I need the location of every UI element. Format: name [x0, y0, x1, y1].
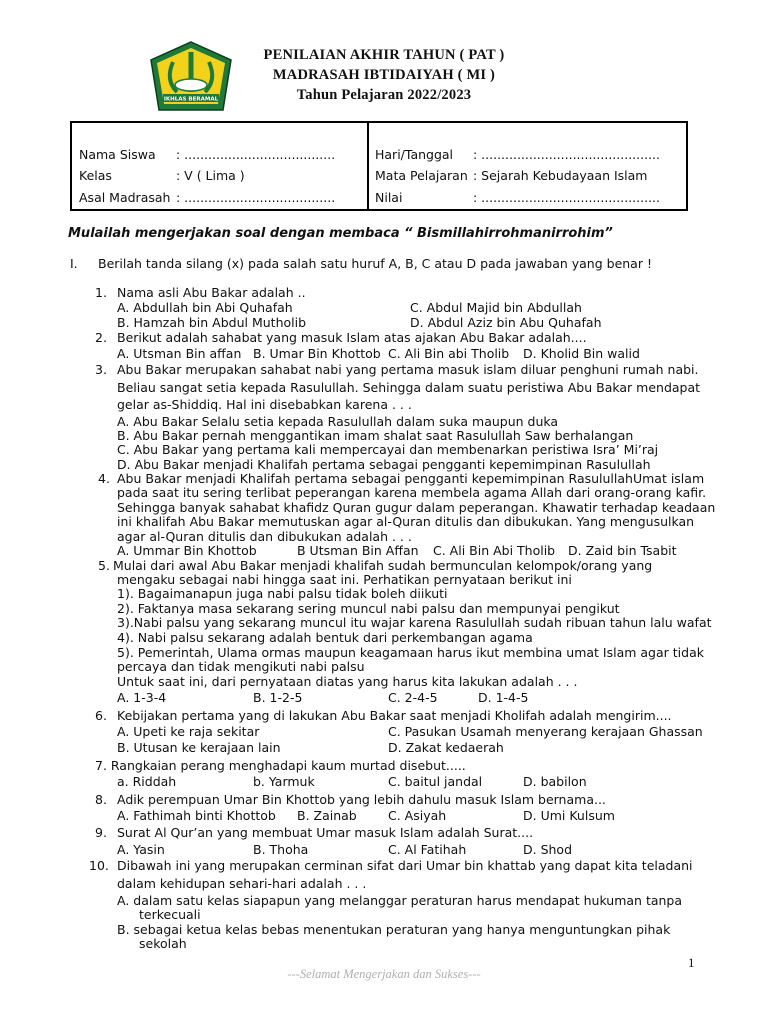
question-1-option-a: A. Abdullah bin Abi Quhafah	[117, 300, 293, 315]
question-4-option-d: D. Zaid bin Tsabit	[568, 543, 677, 558]
logo-motto: IKHLAS BERAMAL	[163, 96, 219, 103]
question-8-option-b: B. Zainab	[297, 808, 357, 823]
question-number: 1.	[95, 285, 107, 300]
header-school-year: Tahun Pelajaran 2022/2023	[296, 87, 472, 103]
question-1-option-b: B. Hamzah bin Abdul Mutholib	[117, 315, 307, 330]
question-1-option-c: C. Abdul Majid bin Abdullah	[410, 300, 582, 315]
question-2-option-a: A. Utsman Bin affan	[117, 346, 242, 361]
info-label: Nama Siswa	[79, 147, 156, 162]
question-number: 9.	[95, 825, 107, 840]
question-5-option-b: B. 1-2-5	[253, 690, 303, 705]
question-4-line-5: agar al-Quran ditulis dan dibukukan adalah . . .	[117, 529, 412, 544]
question-number: 3.	[95, 362, 107, 377]
question-4-line-4: ini khalifah Abu Bakar memutuskan agar al-Quran ditulis dan dibukukan. Yang mengusulkan	[117, 514, 695, 529]
question-5-option-c: C. 2-4-5	[388, 690, 438, 705]
header-school-level: MADRASAH IBTIDAIYAH ( MI )	[272, 67, 496, 83]
question-10-option-b-cont: sekolah	[139, 936, 187, 951]
question-10-option-a: A. dalam satu kelas siapapun yang melanggar peraturan harus mendapat hukuman tanpa	[117, 893, 683, 908]
question-4-option-b: B Utsman Bin Affan	[297, 543, 419, 558]
question-5-statement-5: 5). Pemerintah, Ulama ormas maupun keagamaan harus ikut membina umat Islam agar tidak	[117, 645, 704, 660]
question-7-option-b: b. Yarmuk	[253, 774, 315, 789]
question-5-statement-5-cont: percaya dan tidak mengikuti nabi palsu	[117, 659, 365, 674]
question-4-line-1: Abu Bakar menjadi Khalifah pertama sebagai pengganti kepemimpinan RasulullahUmat islam	[117, 471, 705, 486]
question-2-option-b: B. Umar Bin Khottob	[253, 346, 381, 361]
info-label: Mata Pelajaran	[375, 168, 468, 183]
question-1-stem: Nama asli Abu Bakar adalah ..	[117, 285, 306, 300]
question-3-option-b: B. Abu Bakar pernah menggantikan imam shalat saat Rasulullah Saw berhalangan	[117, 428, 634, 443]
question-4-option-a: A. Ummar Bin Khottob	[117, 543, 257, 558]
question-10-line-2: dalam kehidupan sehari-hari adalah . . .	[117, 876, 367, 891]
question-4-line-2: pada saat itu sering terlibat peperangan karena membela agama Allah dari orang-orang kafir.	[117, 485, 707, 500]
question-9-option-a: A. Yasin	[117, 842, 165, 857]
question-7-option-d: D. babilon	[523, 774, 587, 789]
question-5-statement-2: 2). Faktanya masa sekarang sering muncul nabi palsu dan mempunyai pengikut	[117, 601, 620, 616]
section-number: I.	[70, 256, 78, 271]
question-4-option-c: C. Ali Bin Abi Tholib	[433, 543, 556, 558]
question-5-statement-1: 1). Bagaimanapun juga nabi palsu tidak boleh diikuti	[117, 586, 448, 601]
info-value: : .............................................	[473, 190, 660, 205]
question-5-line-1: Mulai dari awal Abu Bakar menjadi khalifah sudah bermunculan kelompok/orang yang	[113, 558, 653, 573]
question-5-line-2: mengaku sebagai nabi hingga saat ini. Perhatikan pernyataan berikut ini	[117, 572, 572, 587]
question-9-stem: Surat Al Qur’an yang membuat Umar masuk Islam adalah Surat....	[117, 825, 534, 840]
question-6-option-b: B. Utusan ke kerajaan lain	[117, 740, 281, 755]
question-4-line-3: Sehingga banyak sahabat khafidz Quran gugur dalam peperangan. Khawatir terhadap keadaan	[117, 500, 716, 515]
question-number: 10.	[89, 858, 109, 873]
question-2-option-d: D. Kholid Bin walid	[523, 346, 640, 361]
question-number: 6.	[95, 708, 107, 723]
question-8-option-c: C. Asiyah	[388, 808, 447, 823]
question-3-line-3: gelar as-Shiddiq. Hal ini disebabkan karena . . .	[117, 397, 412, 412]
question-8-option-a: A. Fathimah binti Khottob	[117, 808, 276, 823]
question-6-option-a: A. Upeti ke raja sekitar	[117, 724, 260, 739]
question-5-statement-4: 4). Nabi palsu sekarang adalah bentuk dari perkembangan agama	[117, 630, 533, 645]
question-7-option-c: C. baitul jandal	[388, 774, 483, 789]
question-3-option-c: C. Abu Bakar yang pertama kali mempercayai dan membenarkan peristiwa Isra’ Mi’raj	[117, 442, 659, 457]
question-9-option-b: B. Thoha	[253, 842, 309, 857]
footer-text: ---Selamat Mengerjakan dan Sukses---	[287, 967, 481, 981]
question-5-statement-3: 3).Nabi palsu yang sekarang muncul itu wajar karena Rasulullah sudah ribuan tahun lalu wafat	[117, 615, 712, 630]
info-value: : Sejarah Kebudayaan Islam	[473, 168, 648, 183]
info-value: : ......................................	[176, 147, 336, 162]
question-number: 2.	[95, 330, 107, 345]
question-7-stem: 7. Rangkaian perang menghadapi kaum murtad disebut.....	[95, 758, 466, 773]
question-8-stem: Adik perempuan Umar Bin Khottob yang lebih dahulu masuk Islam bernama...	[117, 792, 606, 807]
question-2-stem: Berikut adalah sahabat yang masuk Islam atas ajakan Abu Bakar adalah....	[117, 330, 587, 345]
question-8-option-d: D. Umi Kulsum	[523, 808, 615, 823]
info-value: : .............................................	[473, 147, 660, 162]
question-2-option-c: C. Ali Bin abi Tholib	[388, 346, 510, 361]
question-10-line-1: Dibawah ini yang merupakan cerminan sifat dari Umar bin khattab yang dapat kita teladani	[117, 858, 693, 873]
question-5-ask: Untuk saat ini, dari pernyataan diatas yang harus kita lakukan adalah . . .	[117, 674, 578, 689]
question-6-stem: Kebijakan pertama yang di lakukan Abu Bakar saat menjadi Kholifah adalah mengirim....	[117, 708, 672, 723]
intro-instruction: Mulailah mengerjakan soal dengan membaca “ Bismillahirrohmanirrohim”	[68, 226, 613, 241]
section-text: Berilah tanda silang (x) pada salah satu huruf A, B, C atau D pada jawaban yang benar !	[98, 256, 652, 271]
question-number: 5.	[98, 558, 110, 573]
question-3-option-d: D. Abu Bakar menjadi Khalifah pertama sebagai pengganti kepemimpinan Rasulullah	[117, 457, 651, 472]
question-3-option-a: A. Abu Bakar Selalu setia kepada Rasulullah dalam suka maupun duka	[117, 414, 559, 429]
header-title: PENILAIAN AKHIR TAHUN ( PAT )	[263, 47, 505, 63]
question-9-option-c: C. Al Fatihah	[388, 842, 467, 857]
question-5-option-d: D. 1-4-5	[478, 690, 529, 705]
info-box-divider	[367, 123, 369, 209]
info-label: Nilai	[375, 190, 403, 205]
info-label: Hari/Tanggal	[375, 147, 454, 162]
question-10-option-b: B. sebagai ketua kelas bebas menentukan peraturan yang hanya menguntungkan pihak	[117, 922, 671, 937]
info-label: Asal Madrasah	[79, 190, 171, 205]
info-value: : ......................................	[176, 190, 336, 205]
question-6-option-d: D. Zakat kedaerah	[388, 740, 504, 755]
info-label: Kelas	[79, 168, 112, 183]
question-3-line-2: Beliau sangat setia kepada Rasulullah. Sehingga dalam suatu peristiwa Abu Bakar mendapat	[117, 380, 701, 395]
question-number: 4.	[98, 471, 110, 486]
student-info-box	[70, 121, 688, 211]
question-6-option-c: C. Pasukan Usamah menyerang kerajaan Ghassan	[388, 724, 703, 739]
question-5-option-a: A. 1-3-4	[117, 690, 167, 705]
info-value: : V ( Lima )	[176, 168, 245, 183]
question-3-line-1: Abu Bakar merupakan sahabat nabi yang pertama masuk islam diluar penghuni rumah nabi.	[117, 362, 699, 377]
question-7-option-a: a. Riddah	[117, 774, 177, 789]
question-number: 8.	[95, 792, 107, 807]
question-10-option-a-cont: terkecuali	[139, 907, 201, 922]
page-number: 1	[688, 955, 695, 970]
question-1-option-d: D. Abdul Aziz bin Abu Quhafah	[410, 315, 602, 330]
question-9-option-d: D. Shod	[523, 842, 573, 857]
